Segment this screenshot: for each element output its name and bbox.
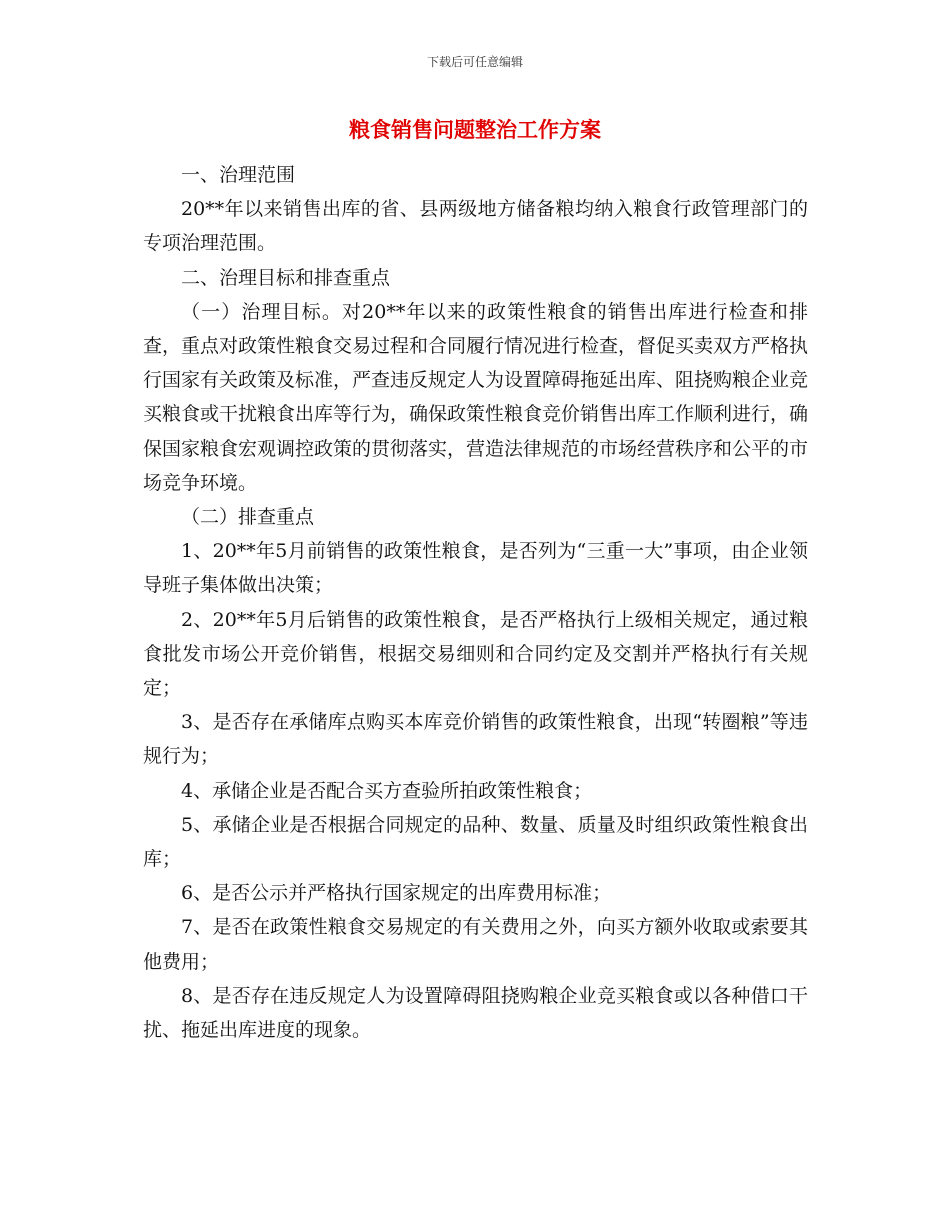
check-item: 3、是否存在承储库点购买本库竞价销售的政策性粮食，出现“转圈粮”等违规行为； <box>143 711 808 768</box>
header-note: 下载后可任意编辑 <box>426 55 523 69</box>
document-body <box>143 158 808 1047</box>
paragraph-goals: （一）治理目标。对20**年以来的政策性粮食的销售出库进行检查和排查，重点对政策性粮食交易过程和合同履行情况进行检查，督促买卖双方严格执行国家有关政策及标准，严查违反规定人为设置障碍拖延出库、阻挠购粮企业竞买粮食或干扰粮食出库等行为，确保政策性粮食竞价销售出库工作顺利进行，确保国家粮食宏观调控政策的贯彻落实，营造法律规范的市场经营秩序和公平的市场竞争环境。 <box>143 300 809 494</box>
check-item: 5、承储企业是否根据合同规定的品种、数量、质量及时组织政策性粮食出库； <box>143 813 808 871</box>
section-heading-goals: 二、治理目标和排查重点 <box>181 266 391 289</box>
check-item: 7、是否在政策性粮食交易规定的有关费用之外，向买方额外收取或索要其他费用； <box>143 916 808 973</box>
subheading-check-points: （二）排查重点 <box>181 506 315 529</box>
check-item: 4、承储企业是否配合买方查验所拍政策性粮食； <box>181 779 593 802</box>
check-item: 8、是否存在违反规定人为设置障碍阻挠购粮企业竞买粮食或以各种借口干扰、拖延出库进度的现象。 <box>143 984 808 1042</box>
section-heading-scope: 一、治理范围 <box>181 164 296 186</box>
document-title: 粮食销售问题整治工作方案 <box>349 118 601 142</box>
check-item: 6、是否公示并严格执行国家规定的出库费用标准； <box>181 882 612 905</box>
paragraph-scope: 20**年以来销售出库的省、县两级地方储备粮均纳入粮食行政管理部门的专项治理范围。 <box>143 198 808 255</box>
check-item: 2、20**年5月后销售的政策性粮食，是否严格执行上级相关规定，通过粮食批发市场公开竞价销售，根据交易细则和合同约定及交割并严格执行有关规定； <box>143 608 808 700</box>
check-item: 1、20**年5月前销售的政策性粮食，是否列为“三重一大”事项，由企业领导班子集体做出决策； <box>143 540 808 597</box>
